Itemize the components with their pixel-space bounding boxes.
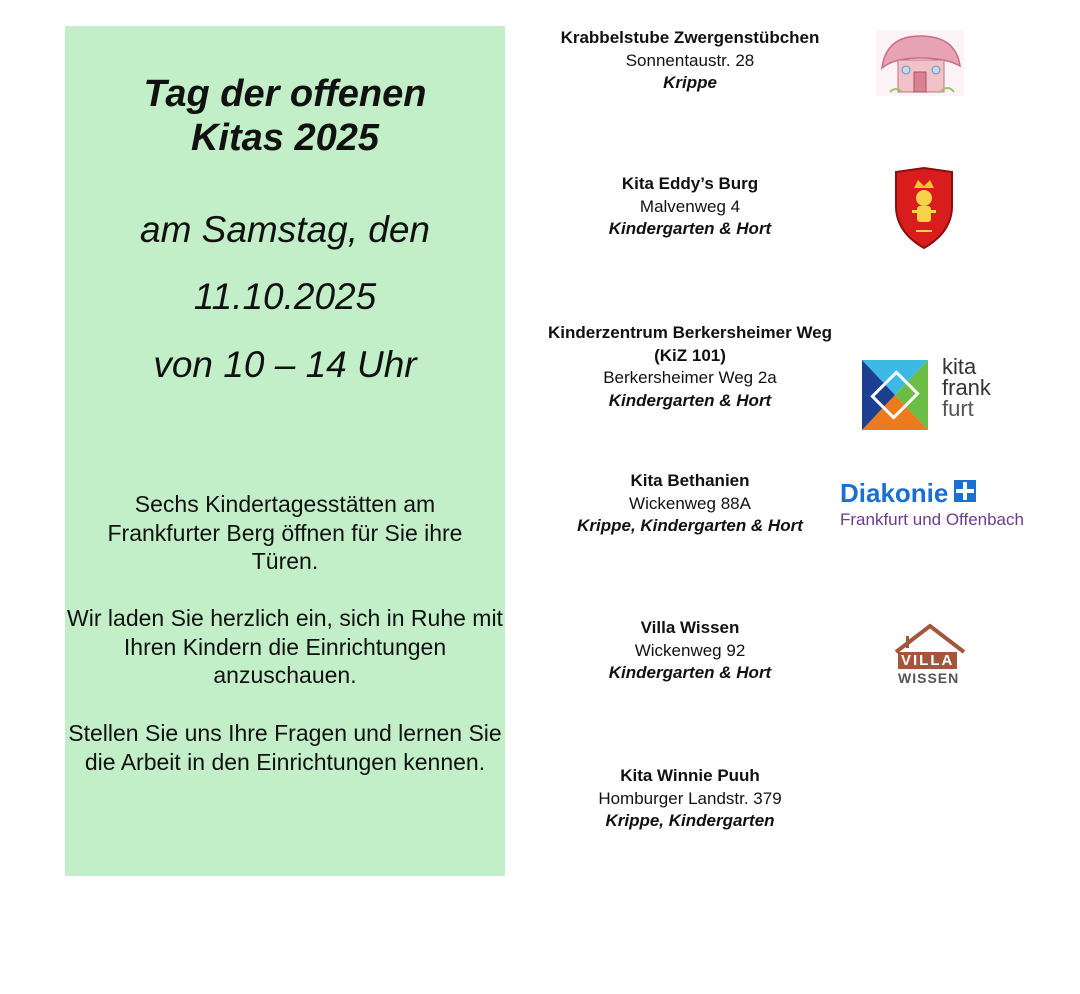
kita-frankfurt-text-frank: frank	[942, 375, 991, 400]
kita-types: Kindergarten & Hort	[608, 219, 772, 238]
kita-address: Wickenweg 92	[634, 640, 746, 660]
kita-entry	[510, 322, 870, 412]
kita-address: Berkersheimer Weg 2a	[603, 368, 777, 387]
kita-address: Sonnentaustr. 28	[625, 50, 755, 70]
kita-name: Villa Wissen	[640, 618, 740, 637]
kita-name: Kita Winnie Puuh	[620, 766, 760, 785]
questions-paragraph: Stellen Sie uns Ihre Fragen und lernen Sie die Arbeit in den Einrichtungen kennen.	[68, 720, 502, 775]
kita-types: Kindergarten & Hort	[608, 390, 772, 410]
kita-entry	[545, 470, 835, 538]
date-line-date: 11.10.2025	[193, 276, 377, 317]
date-line-time: von 10 – 14 Uhr	[153, 344, 417, 385]
kita-name: Kita Bethanien	[630, 471, 750, 490]
kita-address: Malvenweg 4	[639, 196, 741, 216]
event-title: Tag der offenen Kitas 2025	[143, 73, 427, 159]
kita-types: Krippe	[663, 73, 717, 92]
kita-entry	[520, 765, 860, 833]
kita-frankfurt-text-furt: furt	[942, 396, 974, 421]
diakonie-cross-icon	[954, 480, 976, 507]
kita-frankfurt-mark-icon	[862, 360, 928, 430]
red-shield-crest-icon	[892, 166, 956, 255]
diakonie-logo	[840, 478, 1070, 534]
kita-name: Kita Eddy’s Burg	[621, 174, 759, 193]
kita-address: Wickenweg 88A	[629, 493, 751, 513]
mushroom-house-drawing-icon	[876, 30, 964, 101]
kita-frankfurt-text-kita: kita	[942, 354, 977, 379]
invite-paragraph: Wir laden Sie herzlich ein, sich in Ruhe mit Ihren Kindern die Einrichtungen anzuschauen.	[67, 605, 503, 688]
info-panel	[65, 26, 505, 876]
kita-types: Krippe, Kindergarten	[605, 811, 775, 830]
kita-entry	[520, 617, 860, 685]
diakonie-region-text: Frankfurt und Offenbach	[840, 510, 1024, 529]
villa-text: VILLA	[898, 652, 957, 669]
kita-name: Krabbelstube Zwergenstübchen	[560, 28, 820, 47]
kita-types: Krippe, Kindergarten & Hort	[577, 516, 803, 535]
intro-paragraph: Sechs Kindertagesstätten am Frankfurter Berg öffnen für Sie ihre Türen.	[107, 491, 463, 574]
kita-types: Kindergarten & Hort	[608, 663, 772, 682]
kita-name: Kinderzentrum Berkersheimer Weg (KiZ 101)	[547, 323, 833, 365]
villa-wissen-logo	[892, 622, 968, 688]
wissen-text: WISSEN	[898, 670, 960, 686]
kita-frankfurt-logo	[862, 356, 1012, 432]
villa-roof-icon	[892, 622, 968, 654]
diakonie-brand-text: Diakonie	[840, 478, 949, 508]
kita-entry	[520, 173, 860, 241]
date-line-day: am Samstag, den	[140, 209, 430, 250]
kita-entry	[520, 27, 860, 95]
kita-address: Homburger Landstr. 379	[598, 788, 782, 808]
